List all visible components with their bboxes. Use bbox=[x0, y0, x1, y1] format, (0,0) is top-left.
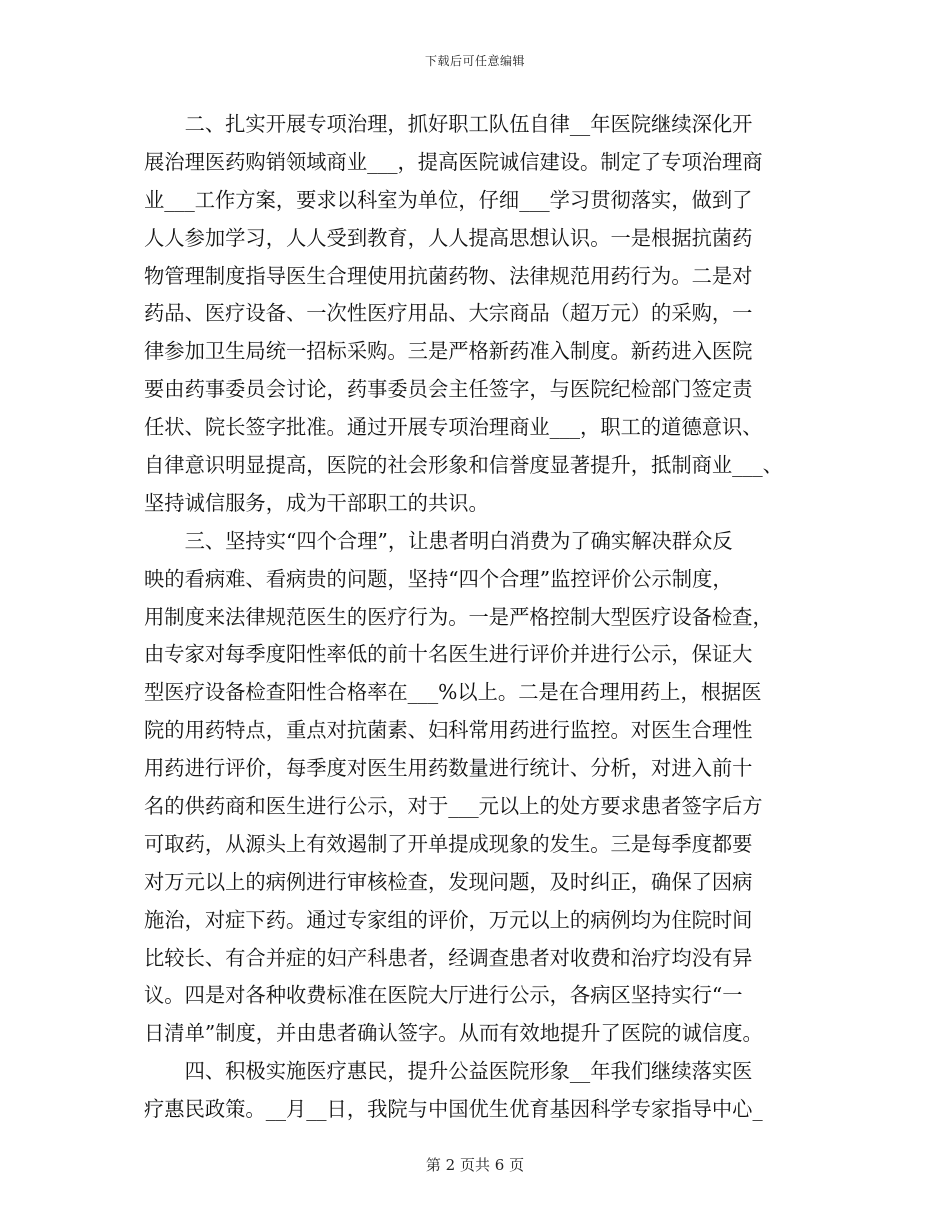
text-line: 药品、医疗设备、一次性医疗用品、大宗商品（超万元）的采购，一 bbox=[144, 301, 753, 326]
text-line: 坚持诚信服务，成为干部职工的共识。 bbox=[144, 490, 489, 515]
text-line: 二、扎实开展专项治理，抓好职工队伍自律__年医院继续深化开 bbox=[144, 112, 753, 136]
text-line: 用制度来法律规范医生的医疗行为。一是严格控制大型医疗设备检查， bbox=[144, 604, 773, 629]
text-line: 施治，对症下药。通过专家组的评价，万元以上的病例均为住院时间 bbox=[144, 907, 753, 932]
text-line: 自律意识明显提高，医院的社会形象和信誉度显著提升，抵制商业___、 bbox=[144, 453, 783, 478]
text-line: 展治理医药购销领域商业___，提高医院诚信建设。制定了专项治理商 bbox=[144, 149, 763, 174]
text-line: 人人参加学习，人人受到教育，人人提高思想认识。一是根据抗菌药 bbox=[144, 225, 753, 250]
text-line: 要由药事委员会讨论，药事委员会主任签字，与医院纪检部门签定责 bbox=[144, 377, 753, 402]
document-body bbox=[144, 106, 806, 1129]
page-header-note: 下载后可任意编辑 bbox=[424, 54, 525, 68]
text-line: 用药进行评价，每季度对医生用药数量进行统计、分析，对进入前十 bbox=[144, 756, 753, 781]
text-line: 映的看病难、看病贵的问题，坚持“四个合理”监控评价公示制度， bbox=[144, 566, 733, 591]
text-line: 可取药，从源头上有效遏制了开单提成现象的发生。三是每季度都要 bbox=[144, 831, 753, 856]
text-line: 型医疗设备检查阳性合格率在___%以上。二是在合理用药上，根据医 bbox=[144, 680, 762, 705]
text-line: 律参加卫生局统一招标采购。三是严格新药准入制度。新药进入医院 bbox=[144, 339, 753, 364]
text-line: 由专家对每季度阳性率低的前十名医生进行评价并进行公示，保证大 bbox=[144, 642, 753, 667]
text-line: 业___工作方案，要求以科室为单位，仔细___学习贯彻落实，做到了 bbox=[144, 187, 753, 212]
text-line: 四、积极实施医疗惠民，提升公益医院形象__年我们继续落实医 bbox=[144, 1059, 753, 1084]
text-line: 议。四是对各种收费标准在医院大厅进行公示，各病区坚持实行“一 bbox=[144, 983, 743, 1008]
page-number: 第 2 页共 6 页 bbox=[425, 1156, 525, 1174]
text-line: 比较长、有合并症的妇产科患者，经调查患者对收费和治疗均没有异 bbox=[144, 945, 753, 970]
text-line: 日清单”制度，并由患者确认签字。从而有效地提升了医院的诚信度。 bbox=[144, 1021, 763, 1046]
text-line: 院的用药特点，重点对抗菌素、妇科常用药进行监控。对医生合理性 bbox=[144, 718, 753, 743]
text-line: 疗惠民政策。__月__日，我院与中国优生优育基因科学专家指导中心_ bbox=[144, 1097, 763, 1122]
text-line: 任状、院长签字批准。通过开展专项治理商业___，职工的道德意识、 bbox=[144, 415, 763, 440]
text-line: 对万元以上的病例进行审核检查，发现问题，及时纠正，确保了因病 bbox=[144, 869, 753, 894]
text-line: 物管理制度指导医生合理使用抗菌药物、法律规范用药行为。二是对 bbox=[144, 263, 753, 288]
text-line: 名的供药商和医生进行公示，对于___元以上的处方要求患者签字后方 bbox=[144, 794, 763, 819]
text-line: 三、坚持实“四个合理”，让患者明白消费为了确实解决群众反 bbox=[144, 528, 733, 553]
